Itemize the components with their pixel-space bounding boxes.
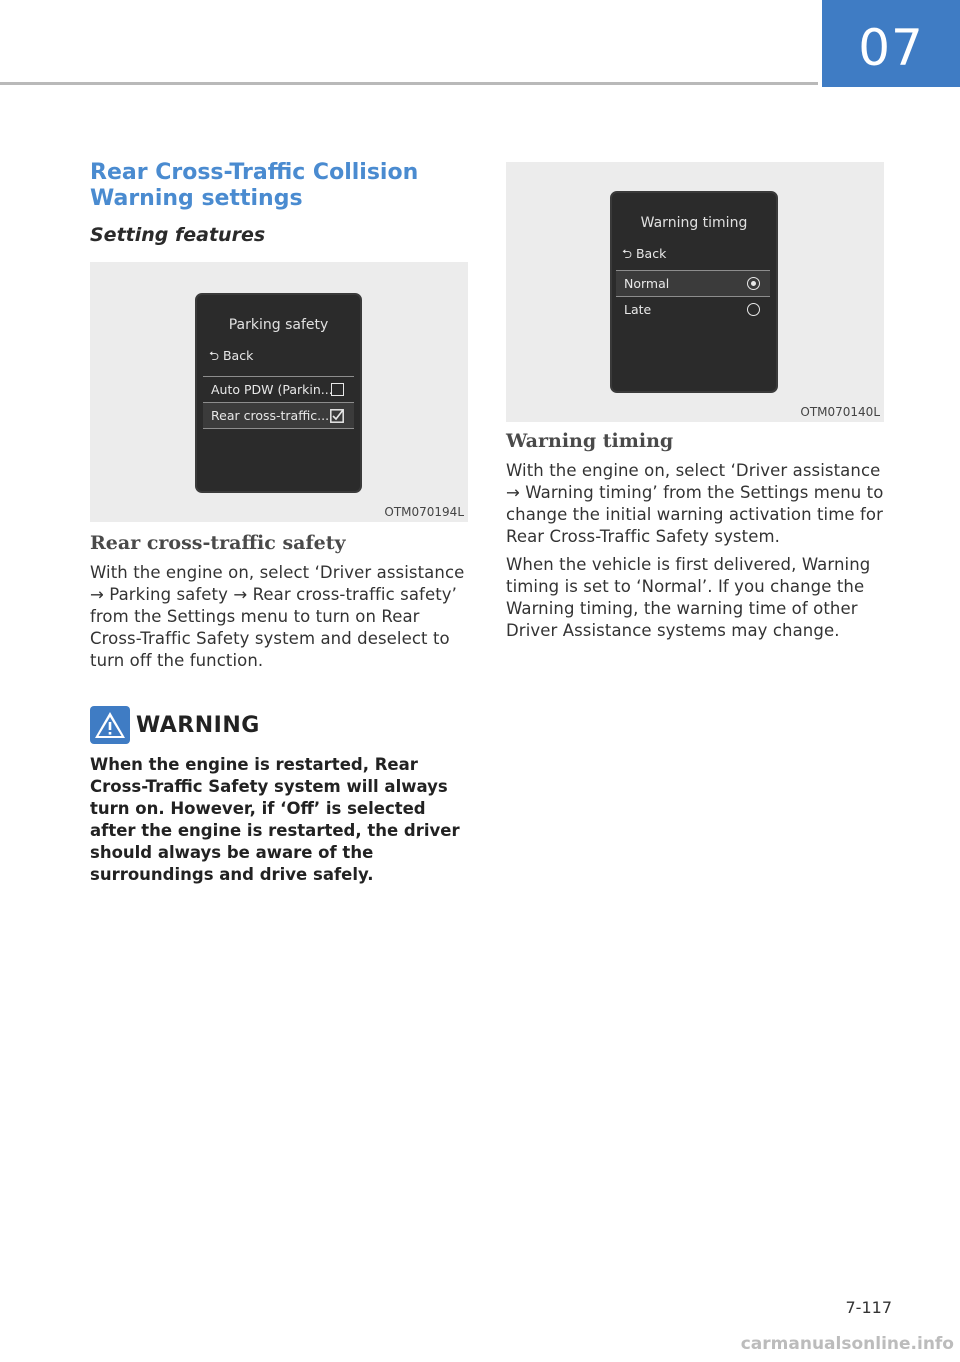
- screen-title: Parking safety: [228, 317, 329, 333]
- checkbox-icon[interactable]: [331, 383, 344, 396]
- paragraph: When the vehicle is first delivered, Warning timing is set to ‘Normal’. If you change the Warning timing, the warning time of other Driver Assistance systems may change.: [506, 555, 871, 640]
- figure-warning-timing: [506, 162, 884, 422]
- watermark-text: carmanualsonline.info: [740, 1334, 954, 1354]
- subsection-title: Setting features: [90, 224, 266, 246]
- checkbox-checked-icon[interactable]: [330, 409, 344, 423]
- menu-item-label: Rear cross-traffic...: [211, 408, 330, 423]
- figure-code: OTM070140L: [800, 405, 880, 419]
- display-screen: [195, 293, 362, 493]
- right-column: [506, 162, 884, 642]
- option-normal[interactable]: [616, 271, 770, 296]
- back-menu-item[interactable]: ⮌ Back: [209, 348, 254, 363]
- option-label: Normal: [624, 276, 670, 291]
- figure-code: OTM070194L: [384, 505, 464, 519]
- heading-warning-timing: Warning timing: [506, 430, 674, 452]
- menu-item-rear-cross-traffic[interactable]: [203, 403, 354, 428]
- footer: [0, 1330, 960, 1362]
- radio-icon[interactable]: [747, 303, 760, 316]
- option-list: [616, 270, 770, 322]
- display-screen: [610, 191, 778, 393]
- menu-list: [203, 376, 354, 429]
- heading-rear-cross-traffic-safety: Rear cross-traffic safety: [90, 532, 346, 554]
- chapter-tab: 07: [822, 0, 960, 87]
- paragraph: With the engine on, select ‘Driver assistance → Parking safety → Rear cross-traffic safety’ from the Settings menu to turn on Rear Cross-Traffic Safety system and deselect to turn off the function.: [90, 563, 465, 670]
- left-column: [90, 160, 468, 886]
- warning-label: WARNING: [136, 712, 260, 738]
- warning-header: [90, 706, 468, 744]
- divider: [203, 428, 354, 429]
- page-number: 7-117: [845, 1298, 892, 1317]
- header-rule: [0, 82, 818, 85]
- menu-item-auto-pdw[interactable]: [203, 377, 354, 402]
- paragraph: With the engine on, select ‘Driver assistance → Warning timing’ from the Settings menu to change the initial warning activation time for Rear Cross-Traffic Safety system.: [506, 461, 884, 546]
- figure-parking-safety: [90, 262, 468, 522]
- back-menu-item[interactable]: ⮌ Back: [622, 246, 667, 261]
- warning-icon: [90, 706, 130, 744]
- option-label: Late: [624, 302, 652, 317]
- section-title: Rear Cross-Traffic Collision Warning settings: [90, 160, 419, 211]
- option-late[interactable]: [616, 297, 770, 322]
- menu-item-label: Auto PDW (Parkin...: [211, 382, 333, 397]
- radio-selected-icon[interactable]: [747, 277, 760, 290]
- warning-text: When the engine is restarted, Rear Cross-Traffic Safety system will always turn on. However, if ‘Off’ is selected after the engine is restarted, the driver should always be aware of the surroundings and drive safely.: [90, 755, 460, 884]
- screen-title: Warning timing: [640, 215, 748, 231]
